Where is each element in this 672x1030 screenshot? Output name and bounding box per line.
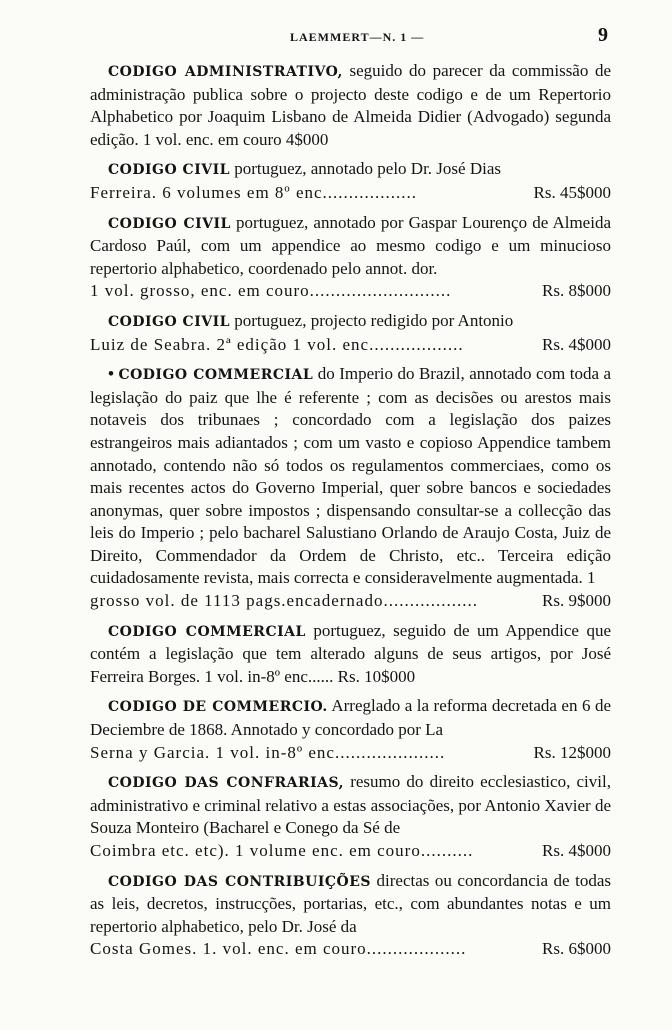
entry-tail: grosso vol. de 1113 pags.encadernado.................. [90,591,478,611]
entry-heading: CODIGO DAS CONFRARIAS, [108,775,345,792]
catalogue-entry [90,310,611,356]
catalogue-entry [90,620,611,689]
entry-tail: Ferreira. 6 volumes em 8º enc.................. [90,182,418,202]
entry-body: portuguez, annotado por Gaspar Lourenço de Almeida Cardoso Paúl, com um appendice ao mesmo codigo e um minucioso repertorio alphabetico, coordenado pelo annot. dor. [90,212,611,278]
entry-heading: CODIGO CIVIL [108,162,230,179]
catalogue-entry [90,771,611,862]
page-number: 9 [598,24,608,46]
catalogue-entries [90,60,611,968]
entry-price: Rs. 45$000 [533,182,611,202]
entry-price: Rs. 9$000 [542,591,611,611]
entry-price: Rs. 8$000 [542,281,611,301]
entry-body: seguido do parecer da commissão de administração publica sobre o projecto deste codigo e de um Repertorio Alphabetico por Joaquim Lisbano de Almeida Didier (Advogado) segunda edição. 1 vol. enc. em couro 4$000 [90,61,611,149]
entry-tail: Serna y Garcia. 1 vol. in-8º enc..................... [90,742,446,762]
entry-tail: Costa Gomes. 1. vol. enc. em couro................... [90,939,467,959]
entry-body: portuguez, seguido de um Appendice que contém a legislação que tem alterado alguns de seus artigos, por José Ferreira Borges. 1 vol. in-8º enc...... [90,620,612,686]
entry-heading: CODIGO CIVIL [108,313,230,330]
entry-price: Rs. 10$000 [337,666,416,686]
entry-price: Rs. 6$000 [542,939,611,959]
catalogue-entry [90,158,611,204]
page-header [0,24,672,48]
running-title: LAEMMERT—N. 1 — [290,30,425,44]
entry-body: do Imperio do Brazil, annotado com toda a legislação do paiz que lhe é referente ; com as decisões ou arestos mais notaveis dos tribunaes ; concordado com a legislação dos paizes estrangeiros mais adiantados ; com um vasto e copioso Appendice tambem annotado, contendo não só todos os regulamentos commerciaes, como os mais recentes actos do Governo Imperial, quer sobre bancos e sociedades anonymas, quer sobre impostos ; dispensando consultar-se a collecção das leis do Imperio ; pelo bacharel Salustiano Orlando de Araujo Costa, Juiz de Direito, Commendador da Ordem de Christo, etc.. Terceira edição cuidadosamente revista, mais correcta e consideravelmente augmentada. 1 [90,364,612,588]
entry-heading: CODIGO DAS CONTRIBUIÇÕES [108,873,372,890]
entry-body: directas ou concordancia de todas as leis, decretos, instrucções, portarias, etc., com abundantes notas e um repertorio alphabetico, pelo Dr. José da [90,870,611,936]
entry-heading: CODIGO COMMERCIAL [108,623,306,640]
entry-price: Rs. 4$000 [542,841,611,860]
entry-tail: Luiz de Seabra. 2ª edição 1 vol. enc.................. [90,334,464,354]
entry-marker: • [108,364,114,384]
entry-heading: CODIGO COMMERCIAL [118,367,314,384]
entry-heading: CODIGO CIVIL [108,215,231,232]
entry-heading: CODIGO ADMINISTRATIVO, [108,64,343,80]
catalogue-entry [90,870,611,961]
entry-body: Arreglado a la reforma decretada en 6 de Deciembre de 1868. Annotado y concordado por La [90,696,611,740]
entry-price: Rs. 4$000 [542,334,611,354]
entry-tail: Coimbra etc. etc). 1 volume enc. em couro.......... [90,841,474,860]
entry-body: portuguez, annotado pelo Dr. José Dias [234,159,501,179]
catalogue-entry [90,212,611,303]
entry-body: portuguez, projecto redigido por Antonio [234,310,514,330]
catalogue-entry [90,695,611,764]
entry-price: Rs. 12$000 [533,742,611,762]
catalogue-entry [90,363,611,613]
entry-heading: CODIGO DE COMMERCIO. [108,699,328,716]
entry-tail: 1 vol. grosso, enc. em couro........................... [90,281,452,301]
entry-body: resumo do direito ecclesiastico, civil, administrativo e criminal relativo a estas associações, por Antonio Xavier de Souza Monteiro (Bacharel e Conego da Sé de [90,772,611,838]
catalogue-entry [90,60,611,151]
